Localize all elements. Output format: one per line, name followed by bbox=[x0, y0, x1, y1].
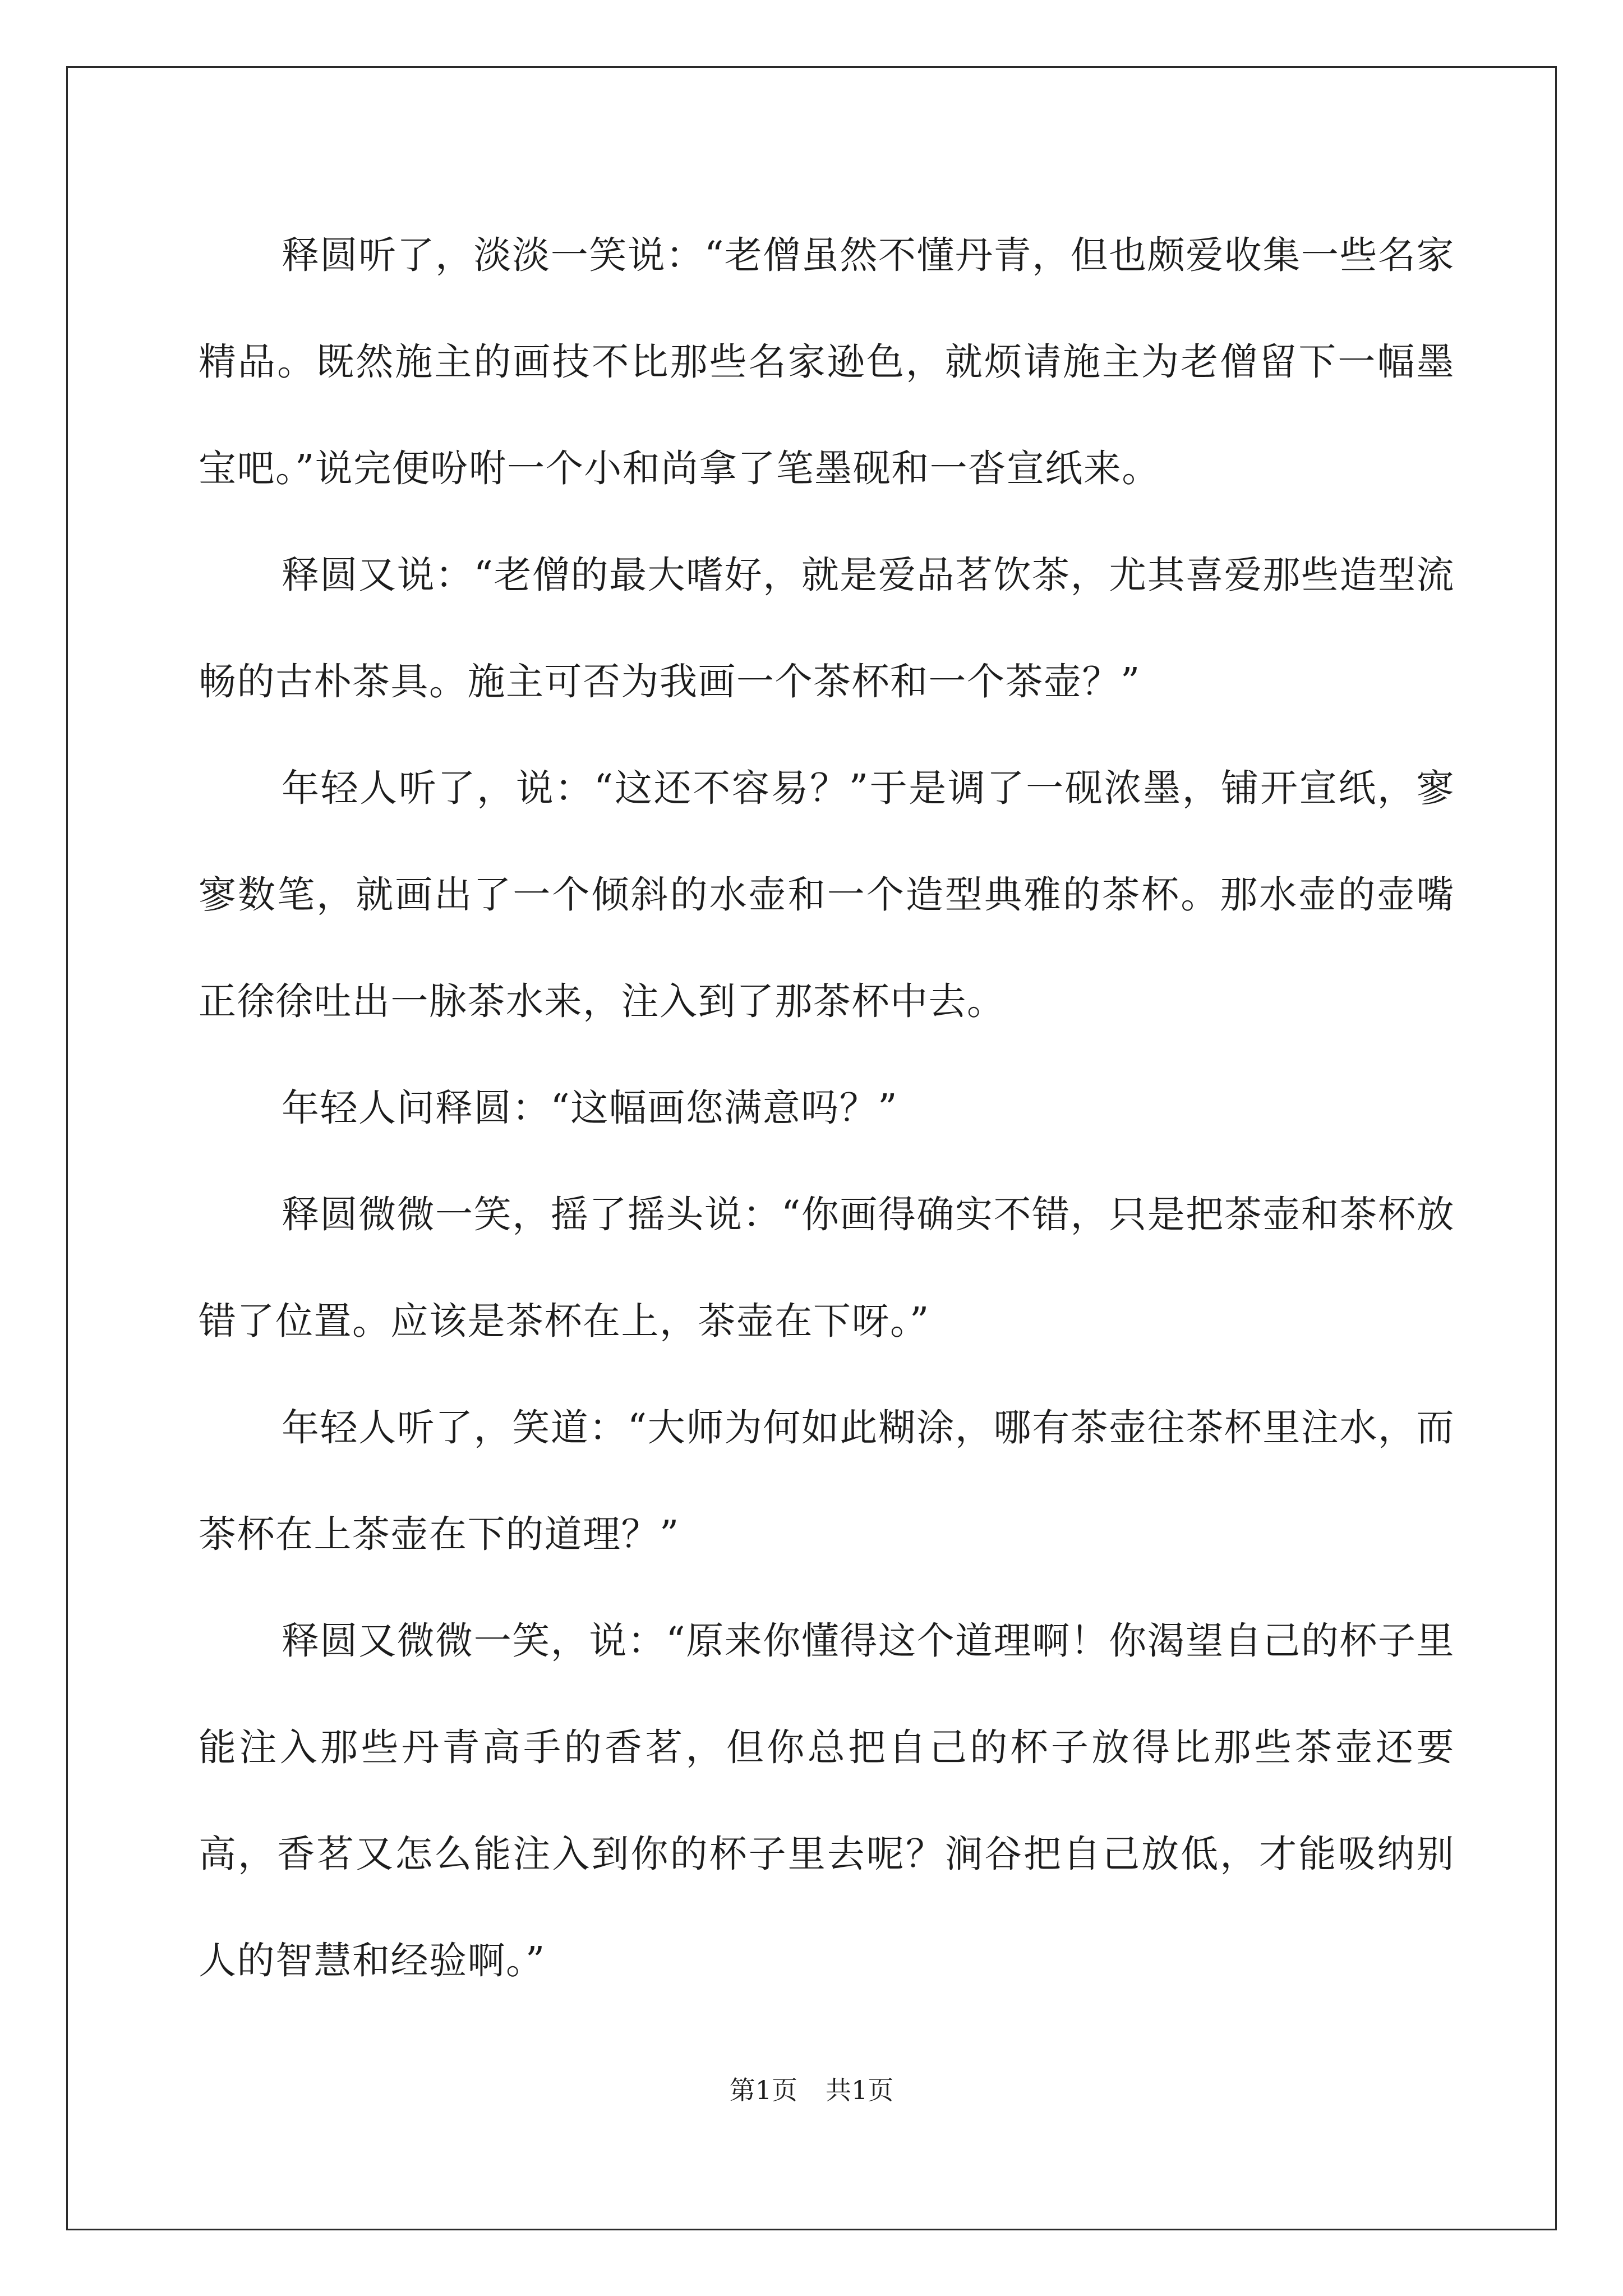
paragraph: 释圆听了，淡淡一笑说：“老僧虽然不懂丹青，但也颇爱收集一些名家精品。既然施主的画技不比那些名家逊色，就烦请施主为老僧留下一幅墨宝吧。”说完便吩咐一个小和尚拿了笔墨砚和一沓宣纸来。 bbox=[199, 233, 1455, 490]
document-body bbox=[199, 202, 1455, 2014]
paragraph: 释圆又说：“老僧的最大嗜好，就是爱品茗饮茶，尤其喜爱那些造型流畅的古朴茶具。施主可否为我画一个茶杯和一个茶壶？” bbox=[199, 553, 1455, 703]
page-footer bbox=[0, 2070, 1623, 2107]
paragraph: 年轻人听了，说：“这还不容易？”于是调了一砚浓墨，铺开宣纸，寥寥数笔，就画出了一个倾斜的水壶和一个造型典雅的茶杯。那水壶的壶嘴正徐徐吐出一脉茶水来，注入到了那茶杯中去。 bbox=[199, 766, 1455, 1023]
page-number-total: 共1页 bbox=[826, 2075, 894, 2105]
page-number-current: 第1页 bbox=[729, 2075, 797, 2105]
paragraph: 年轻人听了，笑道：“大师为何如此糊涂，哪有茶壶往茶杯里注水，而茶杯在上茶壶在下的道理？” bbox=[199, 1406, 1455, 1556]
paragraph: 年轻人问释圆：“这幅画您满意吗？” bbox=[282, 1086, 898, 1130]
paragraph: 释圆又微微一笑，说：“原来你懂得这个道理啊！你渴望自己的杯子里能注入那些丹青高手的香茗，但你总把自己的杯子放得比那些茶壶还要高，香茗又怎么能注入到你的杯子里去呢？涧谷把自己放低，才能吸纳别人的智慧和经验啊。” bbox=[199, 1619, 1455, 1982]
paragraph: 释圆微微一笑，摇了摇头说：“你画得确实不错，只是把茶壶和茶杯放错了位置。应该是茶杯在上，茶壶在下呀。” bbox=[199, 1193, 1455, 1343]
